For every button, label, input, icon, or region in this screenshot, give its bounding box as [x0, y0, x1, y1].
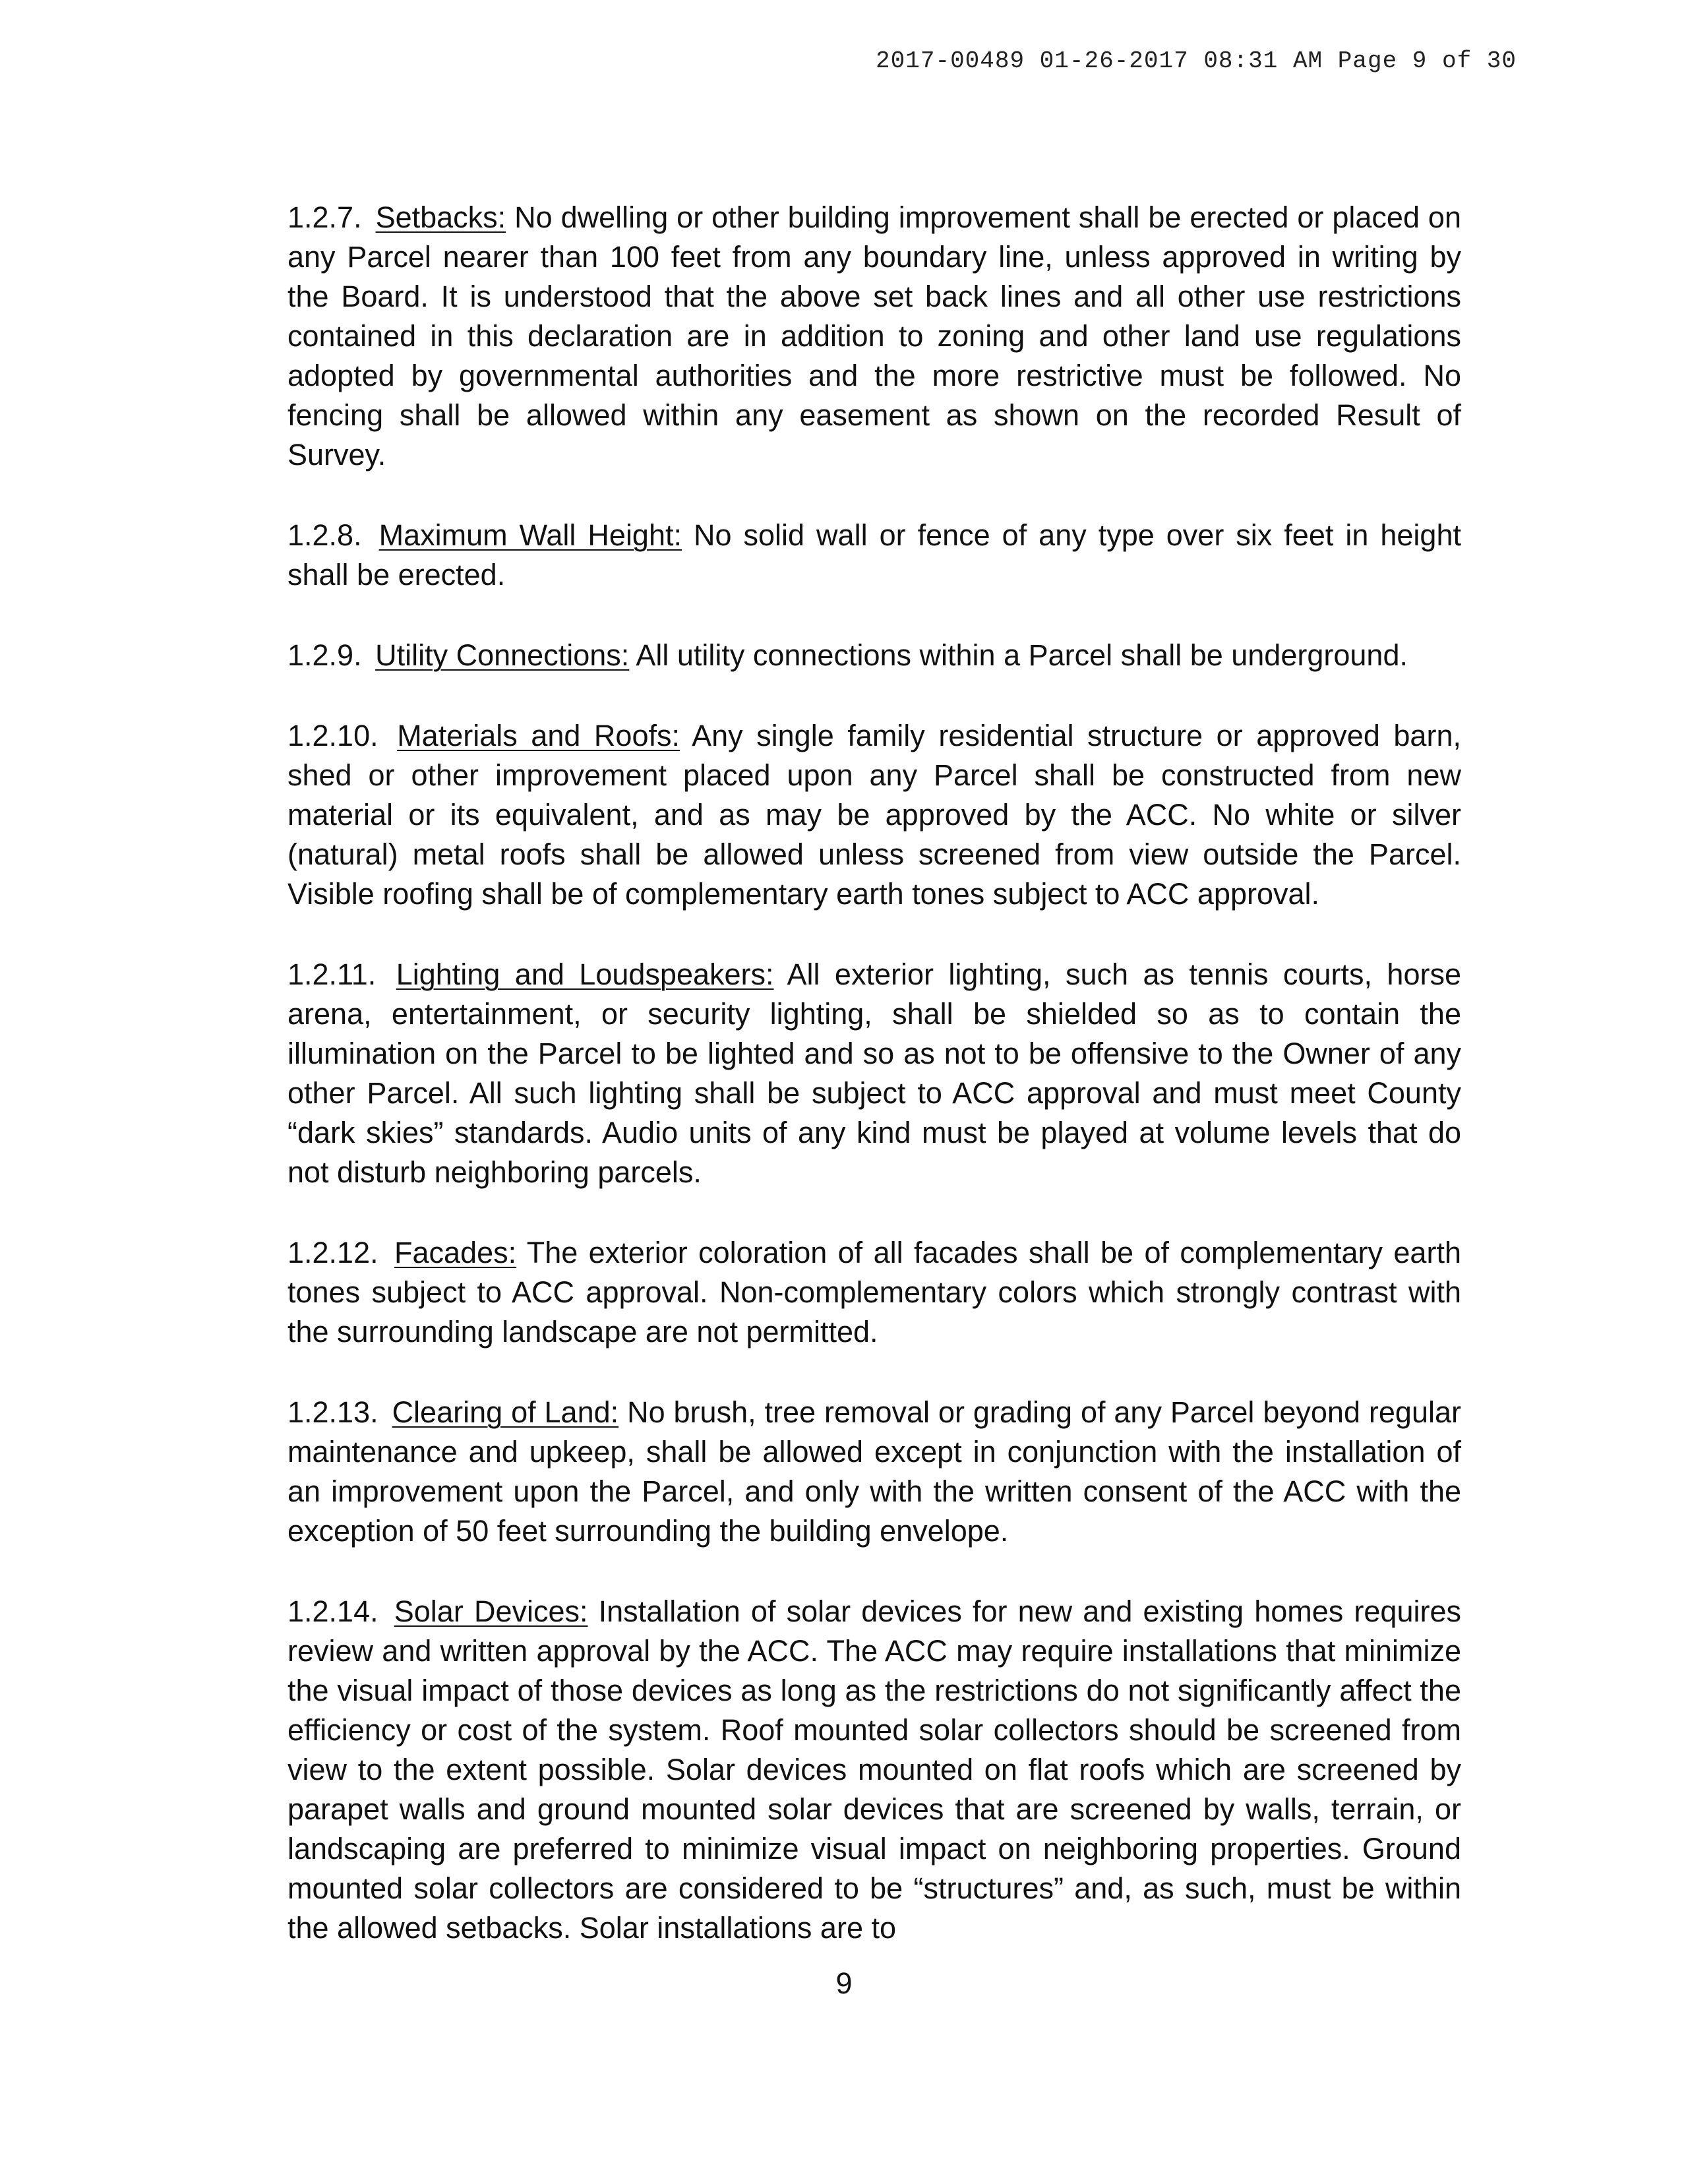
section-number: 1.2.13. — [287, 1395, 378, 1429]
section-title: Setbacks: — [375, 200, 506, 234]
section-title: Lighting and Loudspeakers: — [396, 957, 774, 991]
page-number: 9 — [835, 1966, 853, 2000]
section-number: 1.2.10. — [287, 719, 378, 752]
section-lighting-and-loudspeakers — [287, 955, 1461, 1192]
section-number: 1.2.14. — [287, 1594, 378, 1628]
section-number: 1.2.8. — [287, 518, 362, 552]
section-title: Maximum Wall Height: — [378, 518, 682, 552]
section-title: Clearing of Land: — [392, 1395, 619, 1429]
section-setbacks — [287, 198, 1461, 475]
section-maximum-wall-height — [287, 516, 1461, 595]
section-text: No brush, tree removal or grading of any Parcel beyond regular maintenance and upkeep, shall be allowed except in conjunction with the installation of an improvement upon the Parcel, and only with the written consent of the ACC with the exception of 50 feet surrounding the building envelope. — [287, 1395, 1461, 1548]
section-text: Any single family residential structure or approved barn, shed or other improvement placed upon any Parcel shall be constructed from new material or its equivalent, and as may be approved by the ACC. No white or silver (natural) metal roofs shall be allowed unless screened from view outside the Parcel. Visible roofing shall be of complementary earth tones subject to ACC approval. — [287, 719, 1461, 911]
section-title: Utility Connections: — [375, 638, 630, 672]
section-materials-and-roofs — [287, 716, 1461, 914]
section-solar-devices — [287, 1592, 1461, 1948]
section-text: No solid wall or fence of any type over six feet in height shall be erected. — [287, 518, 1461, 592]
section-title: Materials and Roofs: — [397, 719, 680, 752]
section-text: The exterior coloration of all facades shall be of complementary earth tones subject to ACC approval. Non-complementary colors which strongly contrast with the surrounding landscape are not permitted. — [287, 1236, 1461, 1349]
section-title: Facades: — [394, 1236, 517, 1269]
section-number: 1.2.9. — [287, 638, 362, 672]
section-number: 1.2.7. — [287, 200, 362, 234]
section-title: Solar Devices: — [394, 1594, 588, 1628]
section-utility-connections — [287, 636, 1461, 675]
document-body — [287, 198, 1461, 1989]
section-number: 1.2.12. — [287, 1236, 378, 1269]
section-facades — [287, 1233, 1461, 1352]
section-clearing-of-land — [287, 1393, 1461, 1551]
section-text: Installation of solar devices for new and existing homes requires review and written approval by the ACC. The ACC may require installations that minimize the visual impact of those devices as long as the restrictions do not significantly affect the efficiency or cost of the system. Roof mounted solar collectors should be screened from view to the extent possible. Solar devices mounted on flat roofs which are screened by parapet walls and ground mounted solar devices that are screened by walls, terrain, or landscaping are preferred to minimize visual impact on neighboring properties. Ground mounted solar collectors are considered to be “structures” and, as such, must be within the allowed setbacks. Solar installations are to — [287, 1594, 1461, 1945]
section-text: All utility connections within a Parcel shall be underground. — [636, 638, 1408, 672]
section-text: All exterior lighting, such as tennis courts, horse arena, entertainment, or security lighting, shall be shielded so as to contain the illumination on the Parcel to be lighted and so as not to be offensive to the Owner of any other Parcel. All such lighting shall be subject to ACC approval and must meet County “dark skies” standards. Audio units of any kind must be played at volume levels that do not disturb neighboring parcels. — [287, 957, 1461, 1189]
section-text: No dwelling or other building improvement shall be erected or placed on any Parcel nearer than 100 feet from any boundary line, unless approved in writing by the Board. It is understood that the above set back lines and all other use restrictions contained in this declaration are in addition to zoning and other land use regulations adopted by governmental authorities and the more restrictive must be followed. No fencing shall be allowed within any easement as shown on the recorded Result of Survey. — [287, 200, 1461, 471]
recording-stamp: 2017-00489 01-26-2017 08:31 AM Page 9 of 30 — [876, 47, 1517, 75]
section-number: 1.2.11. — [287, 957, 377, 991]
